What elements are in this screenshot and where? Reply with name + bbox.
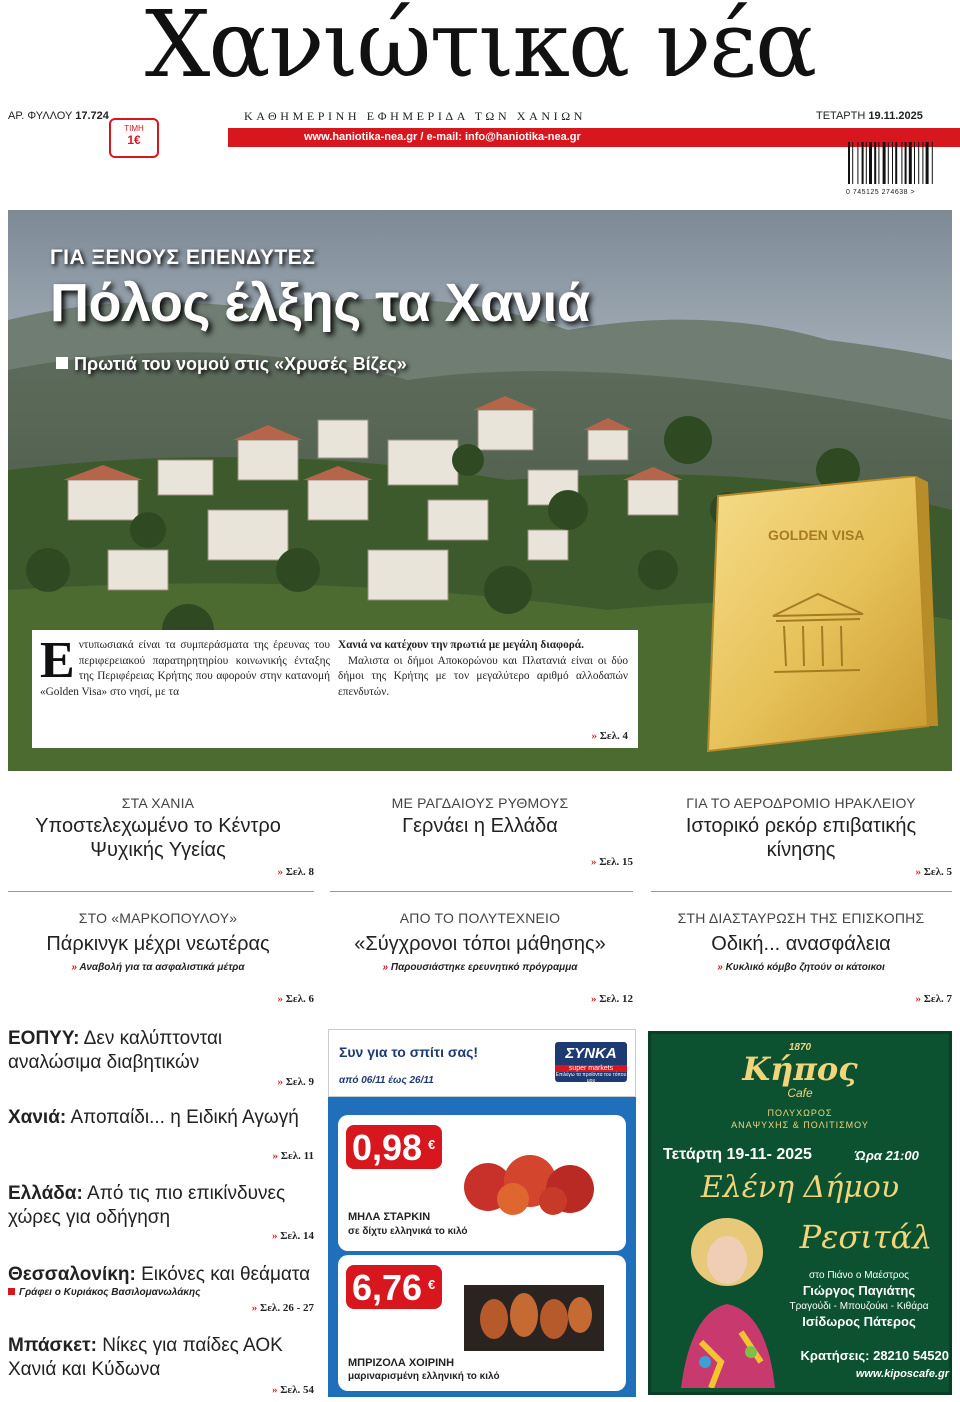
chevron-right-icon: »: [717, 962, 723, 973]
teaser-ref-text: Σελ. 5: [923, 866, 952, 878]
teaser-ref-text: Σελ. 8: [285, 866, 314, 878]
chevron-right-icon: »: [271, 1384, 278, 1396]
price-value: 6,76: [352, 1267, 423, 1308]
kipos-show: Ρεσιτάλ: [799, 1218, 933, 1256]
date-value: 19.11.2025: [868, 110, 923, 122]
kipos-artist: Ελένη Δήμου: [700, 1170, 900, 1205]
kipos-phone[interactable]: Κρατήσεις: 28210 54520: [800, 1348, 949, 1363]
brief-ref[interactable]: [8, 1230, 314, 1242]
chevron-right-icon: »: [277, 993, 283, 1005]
article-text-2: Μαλιστα οι δήμοι Αποκορώνου και Πλατανιά είναι οι δύο δήμοι της Κρήτης με τον μεγαλύτερο αριθμό αλλοδαπών επενδυτών.: [338, 654, 628, 698]
apples-image: [458, 1145, 608, 1215]
hero-article: [32, 630, 638, 748]
kipos-line-1: στο Πιάνο ο Μαέστρος: [809, 1270, 909, 1281]
chevron-right-icon: »: [590, 993, 597, 1005]
teaser-kicker: ΜΕ ΡΑΓΔΑΙΟΥΣ ΡΥΘΜΟΥΣ: [391, 795, 569, 811]
website-email[interactable]: www.haniotika-nea.gr / e-mail: info@haniotika-nea.gr: [304, 131, 581, 143]
brief-lead: Μπάσκετ:: [8, 1335, 97, 1356]
teaser-aging-greece[interactable]: [330, 795, 630, 838]
teaser-polytechnic[interactable]: [330, 910, 630, 973]
teaser-ref-text: Σελ. 12: [599, 993, 633, 1005]
teaser-kicker: ΣΤΑ ΧΑΝΙΑ: [121, 795, 195, 811]
brief-ref[interactable]: [8, 1150, 314, 1162]
chevron-right-icon: »: [277, 866, 283, 878]
price-currency: €: [428, 1277, 436, 1292]
price-tag: [346, 1265, 442, 1309]
synka-advertisement[interactable]: [328, 1029, 636, 1397]
synka-title: Συν για το σπίτι σας!: [339, 1044, 479, 1060]
teaser-deck: [330, 962, 630, 973]
chevron-right-icon: »: [915, 866, 921, 878]
article-column-2: [338, 638, 628, 700]
brief-chania[interactable]: [8, 1106, 314, 1130]
issue-value: 17.724: [75, 110, 109, 122]
brief-ref[interactable]: [8, 1302, 314, 1314]
teaser-airport-record[interactable]: [651, 795, 951, 862]
brief-lead: ΕΟΠΥΥ:: [8, 1028, 80, 1049]
brief-text: Από τις πιο επικίνδυνες χώρες για οδήγηση: [8, 1183, 286, 1228]
hero-subhead-text: Πρωτιά του νομού στις «Χρυσές Βίζες»: [74, 354, 407, 374]
brief-greece[interactable]: [8, 1182, 314, 1230]
teaser-title: Ιστορικό ρεκόρ επιβατικής κίνησης: [685, 815, 917, 861]
brief-text: Αποπαίδι... η Ειδική Αγωγή: [70, 1107, 299, 1128]
teaser-kicker: ΓΙΑ ΤΟ ΑΕΡΟΔΡΟΜΙΟ ΗΡΑΚΛΕΙΟΥ: [686, 795, 916, 811]
brief-note: [8, 1287, 314, 1298]
teaser-deck-text: Παρουσιάστηκε ερευνητικό πρόγραμμα: [390, 962, 578, 973]
dropcap: Ε: [40, 632, 75, 689]
brief-eopyy[interactable]: [8, 1027, 314, 1075]
price-badge: [109, 118, 159, 158]
teaser-title: Οδική... ανασφάλεια: [711, 933, 891, 955]
barcode: [846, 142, 950, 196]
kipos-line-4: Ισίδωρος Πάτερος: [802, 1314, 916, 1329]
article-column-1: [40, 632, 330, 700]
teaser-ref[interactable]: [330, 856, 633, 868]
brief-headline: [8, 1263, 314, 1287]
teaser-ref-text: Σελ. 6: [285, 993, 314, 1005]
price-value: 1€: [127, 133, 141, 147]
synka-logo: [555, 1042, 627, 1082]
brief-ref-text: Σελ. 14: [280, 1230, 314, 1242]
teaser-ref[interactable]: [8, 993, 314, 1005]
kipos-brand: Κήπος: [742, 1050, 858, 1088]
brief-ref-text: Σελ. 54: [280, 1384, 314, 1396]
kipos-tag-2: ΑΝΑΨΥΧΗΣ & ΠΟΛΙΤΙΣΜΟΥ: [731, 1120, 869, 1130]
teaser-title: Πάρκινγκ μέχρι νεωτέρας: [46, 933, 270, 955]
issue-date: [816, 110, 923, 122]
brief-headline: [8, 1027, 314, 1075]
brief-text: Νίκες για παίδες ΑΟΚ Χανιά και Κύδωνα: [8, 1335, 283, 1380]
synka-logo-text: ΣΥΝΚΑ: [565, 1045, 617, 1062]
teaser-title: Υποστελεχωμένο το Κέντρο Ψυχικής Υγείας: [35, 815, 281, 861]
singer-portrait: [671, 1212, 781, 1388]
barcode-icon: [846, 142, 950, 184]
chevron-right-icon: »: [251, 1302, 258, 1314]
hero-page-ref[interactable]: [591, 729, 628, 745]
kipos-line-2: Γιώργος Παγιάτης: [802, 1283, 916, 1298]
teaser-road-safety[interactable]: [651, 910, 951, 973]
article-text-2-bold: Χανιά να κατέχουν την πρωτιά με μεγάλη διαφορά.: [338, 639, 584, 651]
hero-headline[interactable]: Πόλος έλξης τα Χανιά: [50, 273, 590, 333]
teaser-mental-health[interactable]: [8, 795, 308, 862]
brief-headline: [8, 1106, 314, 1130]
teaser-kicker: ΣΤΟ «ΜΑΡΚΟΠΟΥΛΟΥ»: [78, 910, 238, 926]
price-tag: [346, 1125, 442, 1169]
hero-story[interactable]: [8, 210, 952, 771]
hero-kicker: ΓΙΑ ΞΕΝΟΥΣ ΕΠΕΝΔΥΤΕΣ: [50, 246, 316, 269]
kipos-date: Τετάρτη 19-11- 2025: [663, 1146, 812, 1163]
price-value: 0,98: [352, 1127, 423, 1168]
teaser-ref[interactable]: [8, 866, 314, 878]
promo-desc: σε δίχτυ ελληνικά το κιλό: [348, 1226, 468, 1237]
promo-name: ΜΠΡΙΖΟΛΑ ΧΟΙΡΙΝΗ: [348, 1357, 455, 1369]
issue-number: [8, 110, 109, 122]
teaser-kicker: ΑΠΟ ΤΟ ΠΟΛΥΤΕΧΝΕΙΟ: [399, 910, 561, 926]
chevron-right-icon: »: [272, 1150, 279, 1162]
synka-logo-tag: Επιλέγω τα προϊόντα του τόπου μου: [555, 1072, 627, 1084]
teaser-title: Γερνάει η Ελλάδα: [402, 815, 558, 837]
synka-logo-sub: super markets: [555, 1065, 627, 1072]
article-text-1: ντυπωσιακά είναι τα συμπεράσματα της έρευνας του περιφερειακού παρατηρητηρίου κοινωνικής ένταξης της Περιφέρειας Κρήτης που αφορούν στην κατανομή «Golden Visa» στο νησί, με τα: [40, 639, 330, 698]
brief-ref[interactable]: [8, 1076, 314, 1088]
brief-lead: Ελλάδα:: [8, 1183, 83, 1204]
chevron-right-icon: »: [71, 962, 77, 973]
golden-visa-passport: [688, 476, 938, 756]
bullet-square-icon: [8, 1288, 15, 1295]
teaser-ref[interactable]: [651, 993, 952, 1005]
bullet-square-icon: [56, 357, 68, 369]
barcode-digits: 0 745125 274638 >: [846, 189, 916, 196]
kipos-tag-1: ΠΟΛΥΧΩΡΟΣ: [767, 1108, 833, 1118]
chevron-right-icon: »: [915, 993, 921, 1005]
day-label: ΤΕΤΑΡΤΗ: [816, 110, 866, 122]
price-label: ΤΙΜΗ: [124, 124, 144, 133]
brief-lead: Χανιά:: [8, 1107, 67, 1128]
chevron-right-icon: »: [277, 1076, 283, 1088]
synka-dates: από 06/11 έως 26/11: [339, 1075, 434, 1086]
chevron-right-icon: »: [271, 1230, 278, 1242]
kipos-time: Ώρα 21:00: [855, 1148, 919, 1163]
divider: [651, 891, 952, 892]
teaser-ref[interactable]: [651, 866, 952, 878]
masthead: [0, 0, 960, 200]
brief-note-text: Γράφει ο Κυριάκος Βασιλομανωλάκης: [19, 1287, 201, 1298]
brief-ref-text: Σελ. 26 - 27: [260, 1302, 314, 1314]
brief-lead: Θεσσαλονίκη:: [8, 1264, 136, 1285]
kipos-cafe-advertisement[interactable]: [648, 1031, 952, 1395]
chevron-right-icon: »: [590, 856, 597, 868]
kipos-line-3: Τραγούδι - Μπουζούκι - Κιθάρα: [789, 1301, 929, 1312]
tagline: ΚΑΘΗΜΕΡΙΝΗ ΕΦΗΜΕΡΙΔΑ ΤΩΝ ΧΑΝΙΩΝ: [244, 109, 586, 123]
brief-ref[interactable]: [8, 1384, 314, 1396]
brief-thessaloniki[interactable]: [8, 1263, 314, 1298]
promo-name: ΜΗΛΑ ΣΤΑΡΚΙΝ: [348, 1211, 431, 1223]
synka-header: [328, 1029, 636, 1097]
brief-headline: [8, 1334, 314, 1382]
price-currency: €: [428, 1137, 436, 1152]
hero-page-ref-text: Σελ. 4: [599, 729, 628, 742]
teaser-parking[interactable]: [8, 910, 308, 973]
teaser-kicker: ΣΤΗ ΔΙΑΣΤΑΥΡΩΣΗ ΤΗΣ ΕΠΙΣΚΟΠΗΣ: [677, 910, 925, 926]
newspaper-title: Χανιώτικα νέα: [144, 0, 816, 98]
kipos-cafe: Cafe: [787, 1086, 813, 1100]
visa-label: GOLDEN VISA: [768, 527, 865, 543]
issue-label: ΑΡ. ΦΥΛΛΟΥ: [8, 110, 73, 122]
promo-desc: μαριναρισμένη ελληνική το κιλό: [348, 1371, 500, 1382]
divider: [8, 891, 314, 892]
chevron-right-icon: »: [382, 962, 389, 973]
brief-text: Εικόνες και θεάματα: [141, 1264, 311, 1285]
brief-ref-text: Σελ. 9: [285, 1076, 314, 1088]
teaser-deck-text: Αναβολή για τα ασφαλιστικά μέτρα: [79, 962, 245, 973]
kipos-year: 1870: [788, 1042, 812, 1053]
teaser-deck: [8, 962, 308, 973]
teaser-ref[interactable]: [330, 993, 633, 1005]
promo-pork-chop[interactable]: [338, 1255, 626, 1391]
brief-text: Δεν καλύπτονται αναλώσιμα διαβητικών: [8, 1028, 223, 1073]
hero-subhead: [56, 354, 407, 375]
promo-apples[interactable]: [338, 1115, 626, 1251]
brief-basketball[interactable]: [8, 1334, 314, 1382]
chevron-right-icon: »: [591, 729, 597, 742]
teaser-ref-text: Σελ. 7: [923, 993, 952, 1005]
teaser-deck-text: Κυκλικό κόμβο ζητούν οι κάτοικοι: [725, 962, 885, 973]
teaser-title: «Σύγχρονοι τόποι μάθησης»: [354, 933, 606, 955]
teaser-ref-text: Σελ. 15: [599, 856, 633, 868]
kipos-website[interactable]: www.kiposcafe.gr: [855, 1368, 949, 1380]
teaser-deck: [651, 962, 951, 973]
brief-headline: [8, 1182, 314, 1230]
divider: [330, 891, 633, 892]
brief-ref-text: Σελ. 11: [280, 1150, 314, 1162]
pork-chop-image: [464, 1285, 604, 1351]
